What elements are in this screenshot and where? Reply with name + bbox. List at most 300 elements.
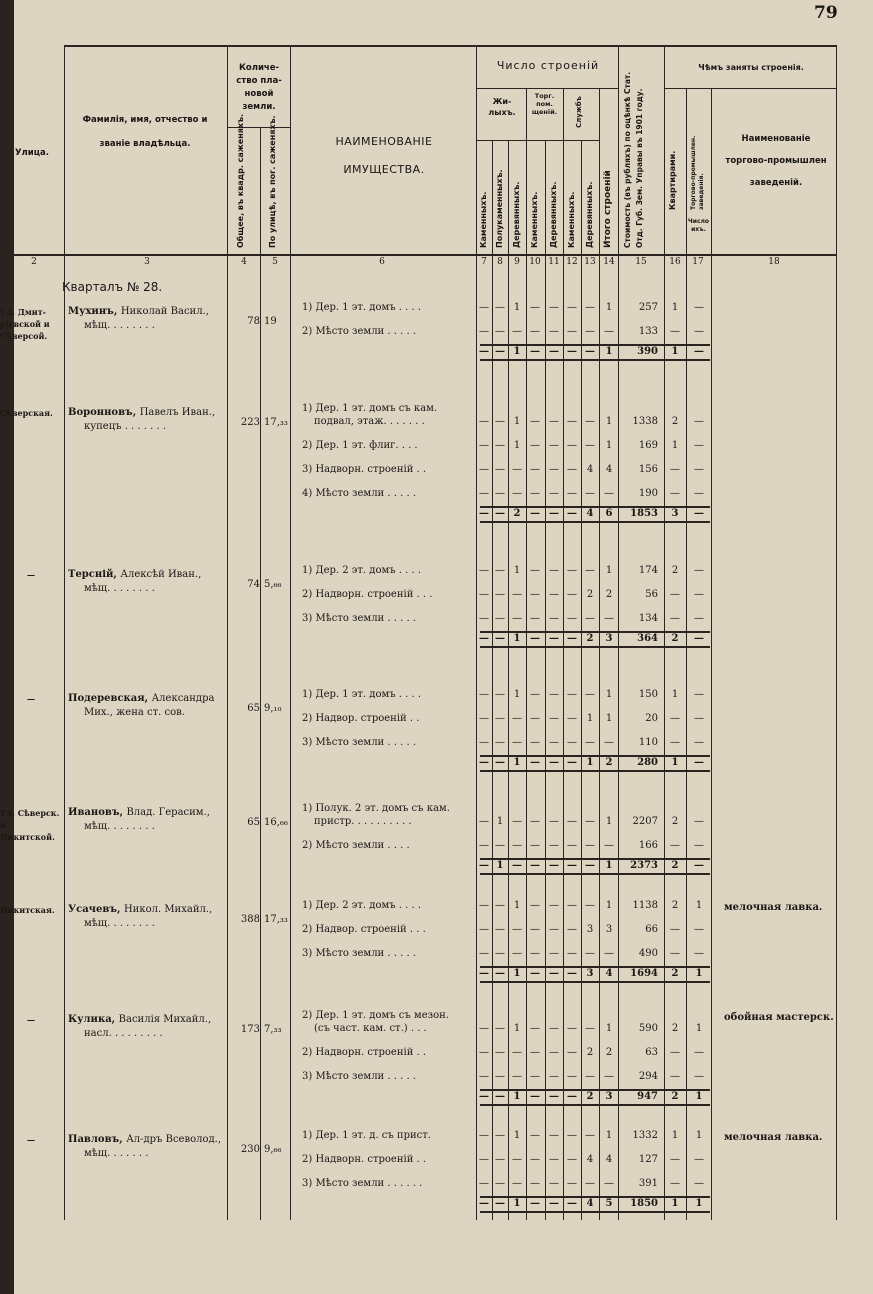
owner-given-name: Никол. Михайл., [123, 904, 213, 915]
subtotal-cell-c7: — [479, 860, 489, 871]
subtotal-cell-c17: — [694, 508, 704, 519]
row-cell-value: 134 [638, 613, 658, 624]
subtotal-cell-c11: — [549, 757, 559, 768]
row-cell-c11: — [549, 488, 559, 499]
subtotal-cell-c9: 2 [513, 508, 521, 519]
row-cell-c17: — [694, 1178, 704, 1189]
subtotal-cell-c10: — [530, 860, 540, 871]
row-cell-c12: — [567, 440, 577, 451]
row-cell-c13: — [585, 302, 595, 313]
subtotal-cell-c13: 1 [586, 757, 594, 768]
row-cell-c12: — [567, 613, 577, 624]
property-item-cont: (съ част. кам. ст.) . . . [314, 1023, 427, 1034]
row-cell-c9: — [512, 1071, 522, 1082]
row-cell-c13: — [585, 737, 595, 748]
subtotal-cell-c16: 1 [671, 1198, 679, 1209]
row-cell-c16: — [670, 1071, 680, 1082]
header-commercial: Торг. пом. щеній. [531, 92, 558, 116]
subtotal-cell-c8: — [495, 968, 505, 979]
subtotal-rule-bottom [480, 1104, 710, 1106]
row-cell-c17: — [694, 948, 704, 959]
row-cell-c16: — [670, 488, 680, 499]
row-cell-c10: — [530, 613, 540, 624]
row-cell-c17: — [694, 440, 704, 451]
property-item: 4) Мѣсто земли . . . . . [302, 488, 416, 499]
column-number: 8 [497, 257, 503, 267]
row-cell-c16: 2 [671, 416, 679, 427]
row-cell-c9: — [512, 1178, 522, 1189]
row-cell-c10: — [530, 464, 540, 475]
row-cell-value: 133 [638, 326, 658, 337]
row-cell-c14: 4 [605, 1154, 613, 1165]
property-item: 2) Дер. 1 эт. домъ съ мезон. [302, 1010, 449, 1021]
subtotal-cell-c14: 4 [605, 968, 613, 979]
row-cell-c9: — [512, 326, 522, 337]
subtotal-cell-c7: — [479, 346, 489, 357]
row-cell-c16: 1 [671, 302, 679, 313]
row-cell-value: 294 [638, 1071, 658, 1082]
row-cell-c16: 1 [671, 440, 679, 451]
row-cell-c13: 3 [586, 924, 594, 935]
row-cell-c10: — [530, 326, 540, 337]
row-cell-c16: — [670, 326, 680, 337]
subtotal-cell-value: 2373 [630, 860, 658, 871]
row-cell-c9: 1 [513, 416, 521, 427]
subtotal-cell-value: 1694 [630, 968, 658, 979]
subtotal-cell-value: 280 [637, 757, 658, 768]
subtotal-cell-c7: — [479, 633, 489, 644]
owner-name [68, 569, 201, 580]
subtotal-rule-bottom [480, 521, 710, 523]
trade-name: обойная мастерск. [724, 1012, 834, 1023]
owner-surname: Павловъ, [68, 1134, 127, 1145]
land-street: 7,₃₃ [264, 1024, 282, 1035]
street-name: — [27, 1135, 35, 1145]
owner-given-name: Павелъ Иван., [139, 407, 216, 418]
row-cell-value: 1338 [632, 416, 658, 427]
subtotal-cell-c8: — [495, 757, 505, 768]
header-trade: Торгово-промышлен. заведенія. [690, 135, 705, 210]
subtotal-rule-bottom [480, 646, 710, 648]
property-item: 3) Мѣсто земли . . . . . [302, 1071, 416, 1082]
row-cell-c14: 3 [605, 924, 613, 935]
row-cell-c17: — [694, 1047, 704, 1058]
subtotal-cell-c11: — [549, 508, 559, 519]
subtotal-cell-c14: 2 [605, 757, 613, 768]
subtotal-cell-c10: — [530, 968, 540, 979]
row-cell-c10: — [530, 713, 540, 724]
subtotal-cell-c9: — [512, 860, 522, 871]
street-name: Ул. Дмит-рієвской и Сѣверсой. [0, 307, 50, 341]
header-top-rule [64, 45, 837, 47]
subtotal-cell-value: 390 [637, 346, 658, 357]
row-cell-c14: — [604, 1071, 614, 1082]
land-total: 65 [247, 817, 260, 828]
row-cell-c11: — [549, 1023, 559, 1034]
row-cell-c14: 2 [605, 589, 613, 600]
row-cell-c16: — [670, 613, 680, 624]
row-cell-c8: — [495, 948, 505, 959]
row-cell-c10: — [530, 589, 540, 600]
row-cell-c7: — [479, 589, 489, 600]
row-cell-c9: — [512, 713, 522, 724]
property-item: 2) Надвор. строеній . . [302, 713, 420, 724]
row-cell-c17: — [694, 1154, 704, 1165]
row-cell-c12: — [567, 1071, 577, 1082]
subtotal-cell-c12: — [567, 508, 577, 519]
row-cell-c9: 1 [513, 302, 521, 313]
subtotal-cell-c14: 5 [605, 1198, 613, 1209]
subtotal-cell-c7: — [479, 1198, 489, 1209]
row-cell-c11: — [549, 565, 559, 576]
subtotal-cell-c17: — [694, 860, 704, 871]
row-cell-c17: — [694, 924, 704, 935]
row-cell-c12: — [567, 713, 577, 724]
row-cell-c12: — [567, 924, 577, 935]
owner-name [68, 693, 214, 704]
row-cell-c11: — [549, 1154, 559, 1165]
street-name: Ул. Сѣверск. и Никитской. [0, 808, 60, 842]
row-cell-c17: — [694, 737, 704, 748]
header-rule-types [476, 140, 599, 141]
row-cell-c12: — [567, 1047, 577, 1058]
row-cell-c9: — [512, 924, 522, 935]
subtotal-cell-c11: — [549, 633, 559, 644]
subtotal-rule-bottom [480, 770, 710, 772]
row-cell-c11: — [549, 440, 559, 451]
row-cell-c7: — [479, 924, 489, 935]
column-number: 18 [768, 257, 780, 267]
row-cell-c10: — [530, 1178, 540, 1189]
subtotal-cell-c14: 3 [605, 633, 613, 644]
header-count: Число ихъ. [687, 218, 710, 233]
header-property: НАИМЕНОВАНІЕ ИМУЩЕСТВА. [335, 135, 433, 176]
row-cell-c13: — [585, 816, 595, 827]
row-cell-c13: 2 [586, 1047, 594, 1058]
row-cell-c13: 1 [586, 713, 594, 724]
row-cell-c14: 1 [605, 416, 613, 427]
street-name: Никитская. [0, 905, 55, 915]
quarter-title: Кварталъ № 28. [62, 280, 163, 294]
row-cell-c7: — [479, 1178, 489, 1189]
owner-status: Мих., жена ст. сов. [84, 707, 185, 718]
row-cell-value: 20 [645, 713, 658, 724]
column-number: 17 [692, 257, 704, 267]
row-cell-c13: 2 [586, 589, 594, 600]
row-cell-c17: — [694, 816, 704, 827]
subtotal-cell-c9: 1 [513, 757, 521, 768]
row-cell-c17: — [694, 713, 704, 724]
land-total: 74 [247, 579, 260, 590]
row-cell-c14: 1 [605, 302, 613, 313]
row-cell-c11: — [549, 840, 559, 851]
subtotal-cell-c7: — [479, 968, 489, 979]
col-sep-c13 [581, 140, 582, 1220]
row-cell-c7: — [479, 488, 489, 499]
land-street: 5,₆₆ [264, 579, 282, 590]
column-number: 4 [241, 257, 247, 267]
property-item-cont: пристр. . . . . . . . . . [314, 816, 412, 827]
subtotal-cell-c9: 1 [513, 1091, 521, 1102]
land-total: 223 [240, 417, 260, 428]
row-cell-c7: — [479, 840, 489, 851]
subtotal-cell-value: 1853 [630, 508, 658, 519]
row-cell-c12: — [567, 948, 577, 959]
row-cell-c13: 4 [586, 1154, 594, 1165]
header-rule-buildings [476, 88, 618, 89]
row-cell-c17: — [694, 689, 704, 700]
subtotal-cell-c12: — [567, 757, 577, 768]
row-cell-value: 190 [638, 488, 658, 499]
row-cell-c12: — [567, 589, 577, 600]
row-cell-c8: — [495, 565, 505, 576]
subtotal-cell-c17: — [694, 346, 704, 357]
subtotal-cell-c11: — [549, 968, 559, 979]
property-item: 1) Полук. 2 эт. домъ съ кам. [302, 803, 450, 814]
header-bottom-rule [14, 254, 837, 256]
row-cell-c12: — [567, 1023, 577, 1034]
subtotal-cell-c8: — [495, 1198, 505, 1209]
row-cell-c12: — [567, 326, 577, 337]
owner-given-name: Василія Михайл., [118, 1014, 212, 1025]
subtotal-cell-c10: — [530, 633, 540, 644]
row-cell-c14: 1 [605, 816, 613, 827]
table-right-edge [836, 45, 837, 1220]
row-cell-c16: — [670, 713, 680, 724]
subtotal-cell-c8: — [495, 508, 505, 519]
property-item: 1) Дер. 2 эт. домъ . . . . [302, 900, 422, 911]
row-cell-c10: — [530, 1023, 540, 1034]
row-cell-c17: — [694, 326, 704, 337]
row-cell-c11: — [549, 464, 559, 475]
row-cell-c8: — [495, 464, 505, 475]
row-cell-value: 166 [638, 840, 658, 851]
row-cell-c11: — [549, 302, 559, 313]
subtotal-cell-c14: 3 [605, 1091, 613, 1102]
row-cell-c14: 1 [605, 1023, 613, 1034]
subtotal-cell-c14: 6 [605, 508, 613, 519]
owner-given-name: Александра [151, 693, 215, 704]
row-cell-c13: — [585, 1023, 595, 1034]
row-cell-c13: — [585, 440, 595, 451]
row-cell-c16: — [670, 924, 680, 935]
row-cell-value: 1332 [632, 1130, 658, 1141]
row-cell-c8: — [495, 613, 505, 624]
subtotal-cell-c10: — [530, 1198, 540, 1209]
row-cell-c7: — [479, 440, 489, 451]
row-cell-value: 127 [638, 1154, 658, 1165]
row-cell-c12: — [567, 840, 577, 851]
row-cell-c9: 1 [513, 689, 521, 700]
row-cell-c13: — [585, 613, 595, 624]
column-number: 2 [31, 257, 37, 267]
subtotal-cell-value: 364 [637, 633, 658, 644]
row-cell-c13: — [585, 689, 595, 700]
col-sep-land1 [260, 127, 261, 1220]
subtotal-cell-c14: 1 [605, 346, 613, 357]
street-name: Сѣверская. [0, 408, 53, 418]
row-cell-c8: — [495, 689, 505, 700]
row-cell-c17: 1 [695, 900, 703, 911]
row-cell-c14: 1 [605, 713, 613, 724]
property-item: 1) Дер. 1 эт. домъ . . . . [302, 689, 422, 700]
subtotal-cell-c16: 1 [671, 757, 679, 768]
row-cell-c8: — [495, 924, 505, 935]
header-value: Стоимость (въ рубляхъ) по оцѣнкѣ Стат. Отд. Губ. Зем. Управы въ 1901 году. [623, 71, 644, 248]
row-cell-c16: — [670, 1047, 680, 1058]
row-cell-c17: 1 [695, 1023, 703, 1034]
column-number: 6 [379, 257, 385, 267]
column-number: 5 [272, 257, 278, 267]
row-cell-c7: — [479, 689, 489, 700]
subtotal-cell-c8: — [495, 1091, 505, 1102]
row-cell-c16: 1 [671, 1130, 679, 1141]
row-cell-c12: — [567, 816, 577, 827]
column-number: 14 [603, 257, 615, 267]
owner-surname: Ивановъ, [68, 807, 127, 818]
header-rule-occupied [664, 88, 837, 89]
column-number: 10 [529, 257, 541, 267]
row-cell-c8: — [495, 1023, 505, 1034]
row-cell-c7: — [479, 1130, 489, 1141]
row-cell-c13: — [585, 1130, 595, 1141]
col-sep-owner [227, 45, 228, 1220]
subtotal-cell-c12: — [567, 1091, 577, 1102]
row-cell-c16: — [670, 737, 680, 748]
col-sep-c9 [508, 140, 509, 1220]
row-cell-c12: — [567, 416, 577, 427]
row-cell-c7: — [479, 613, 489, 624]
row-cell-c7: — [479, 737, 489, 748]
row-cell-value: 1138 [632, 900, 658, 911]
subtotal-cell-c12: — [567, 346, 577, 357]
trade-name: мелочная лавка. [724, 902, 823, 913]
row-cell-c12: — [567, 464, 577, 475]
row-cell-c7: — [479, 464, 489, 475]
property-item: 1) Дер. 1 эт. домъ . . . . [302, 302, 422, 313]
row-cell-c17: — [694, 464, 704, 475]
row-cell-c17: — [694, 302, 704, 313]
row-cell-c16: — [670, 1154, 680, 1165]
subtotal-cell-c8: — [495, 346, 505, 357]
row-cell-c11: — [549, 1071, 559, 1082]
row-cell-c16: — [670, 1178, 680, 1189]
row-cell-c8: — [495, 1154, 505, 1165]
row-cell-c14: 1 [605, 900, 613, 911]
row-cell-value: 150 [638, 689, 658, 700]
owner-surname: Воронновъ, [68, 407, 140, 418]
subtotal-rule-bottom [480, 359, 710, 361]
row-cell-c10: — [530, 1071, 540, 1082]
row-cell-c8: — [495, 900, 505, 911]
row-cell-c14: 1 [605, 1130, 613, 1141]
owner-surname: Усачевъ, [68, 904, 124, 915]
property-item: 2) Надворн. строеній . . [302, 1154, 427, 1165]
row-cell-c16: 2 [671, 1023, 679, 1034]
row-cell-c13: — [585, 900, 595, 911]
row-cell-c13: — [585, 488, 595, 499]
row-cell-c14: — [604, 326, 614, 337]
row-cell-c11: — [549, 948, 559, 959]
row-cell-c7: — [479, 948, 489, 959]
row-cell-c14: — [604, 840, 614, 851]
row-cell-c14: 2 [605, 1047, 613, 1058]
row-cell-c10: — [530, 565, 540, 576]
column-number: 15 [635, 257, 647, 267]
row-cell-c10: — [530, 416, 540, 427]
subtotal-cell-c10: — [530, 1091, 540, 1102]
row-cell-c8: — [495, 737, 505, 748]
row-cell-c14: — [604, 948, 614, 959]
land-total: 388 [240, 914, 260, 925]
row-cell-c7: — [479, 900, 489, 911]
property-item: 3) Мѣсто земли . . . . . [302, 613, 416, 624]
row-cell-c9: — [512, 737, 522, 748]
row-cell-c13: — [585, 1178, 595, 1189]
subtotal-cell-c17: — [694, 757, 704, 768]
row-cell-c16: — [670, 948, 680, 959]
row-cell-c8: — [495, 1178, 505, 1189]
header-c8-half: Полукаменныхъ. [495, 169, 504, 248]
subtotal-cell-c7: — [479, 1091, 489, 1102]
row-cell-value: 490 [638, 948, 658, 959]
row-cell-c11: — [549, 816, 559, 827]
subtotal-cell-c8: 1 [496, 860, 504, 871]
row-cell-c10: — [530, 440, 540, 451]
row-cell-c12: — [567, 689, 577, 700]
subtotal-rule-bottom [480, 981, 710, 983]
row-cell-c16: 1 [671, 689, 679, 700]
row-cell-c14: — [604, 613, 614, 624]
subtotal-cell-c7: — [479, 757, 489, 768]
row-cell-c11: — [549, 1047, 559, 1058]
row-cell-c7: — [479, 713, 489, 724]
owner-status: купецъ . . . . . . . [84, 421, 167, 432]
land-street: 16,₆₆ [264, 817, 288, 828]
row-cell-c17: — [694, 589, 704, 600]
property-item: 2) Надворн. строеній . . [302, 1047, 427, 1058]
row-cell-c12: — [567, 302, 577, 313]
column-number: 13 [584, 257, 596, 267]
row-cell-c11: — [549, 416, 559, 427]
row-cell-c11: — [549, 613, 559, 624]
row-cell-c7: — [479, 326, 489, 337]
subtotal-cell-c17: 1 [695, 1198, 703, 1209]
row-cell-c14: 1 [605, 689, 613, 700]
subtotal-cell-c11: — [549, 346, 559, 357]
subtotal-cell-c9: 1 [513, 633, 521, 644]
subtotal-cell-c10: — [530, 757, 540, 768]
land-total: 230 [240, 1144, 260, 1155]
row-cell-c17: — [694, 613, 704, 624]
row-cell-c7: — [479, 302, 489, 313]
property-item: 1) Дер. 1 эт. домъ съ кам. [302, 403, 438, 414]
subtotal-cell-c12: — [567, 633, 577, 644]
subtotal-cell-c13: 3 [586, 968, 594, 979]
owner-surname: Терсній, [68, 569, 121, 580]
row-cell-c10: — [530, 1130, 540, 1141]
owner-status: мѣщ. . . . . . . [84, 1148, 149, 1159]
owner-status: мѣщ. . . . . . . . [84, 918, 155, 929]
row-cell-c8: — [495, 326, 505, 337]
row-cell-c8: — [495, 1071, 505, 1082]
owner-surname: Подеревская, [68, 693, 152, 704]
land-street: 9,₁₀ [264, 703, 282, 714]
row-cell-c7: — [479, 1071, 489, 1082]
row-cell-value: 257 [638, 302, 658, 313]
row-cell-c17: — [694, 840, 704, 851]
row-cell-c16: — [670, 464, 680, 475]
